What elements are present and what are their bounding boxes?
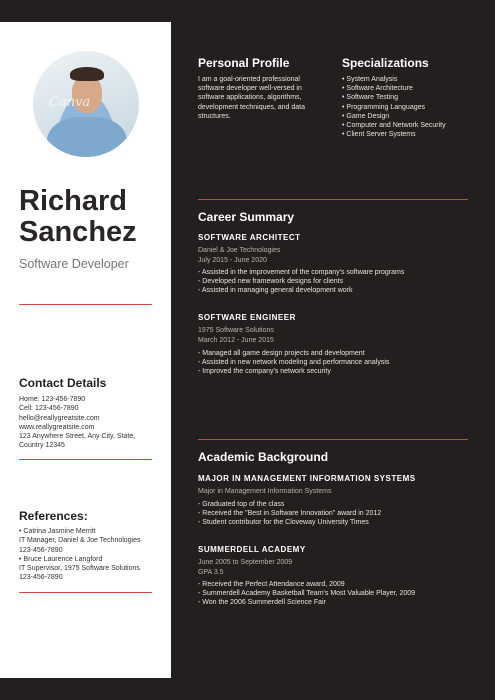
job-title: Software Developer	[19, 257, 129, 271]
candidate-name	[19, 186, 169, 248]
contact-heading: Contact Details	[19, 376, 107, 390]
main-divider-1	[198, 199, 468, 200]
contact-address: 123 Anywhere Street, Any City, State,	[19, 433, 136, 441]
specialization-item: • Computer and Network Security	[342, 122, 446, 130]
references-heading: References:	[19, 509, 88, 523]
reference-line: IT Manager, Daniel & Joe Technologies	[19, 537, 141, 545]
photo-watermark: Canva	[49, 95, 91, 110]
contact-home: Home: 123-456-7890	[19, 396, 86, 403]
sidebar-divider-3	[19, 592, 152, 593]
school-bullet: - Received the "Best in Software Innovation" award in 2012	[198, 510, 382, 518]
job-1-bullets	[198, 268, 478, 296]
contact-country: Country 12345	[19, 442, 65, 450]
job-1-title: SOFTWARE ARCHITECT	[198, 233, 301, 242]
school-2-bullets	[198, 580, 478, 608]
academic-heading: Academic Background	[198, 450, 329, 464]
school-1-meta	[198, 487, 331, 497]
profile-line: development techniques, and data	[198, 103, 306, 111]
contact-email[interactable]: hello@reallygreatsite.com	[19, 414, 100, 422]
profile-line: structures.	[198, 112, 231, 120]
job-2-bullets	[198, 349, 478, 377]
job-2-meta	[198, 326, 274, 346]
career-heading: Career Summary	[198, 210, 295, 224]
name-line-2: Sanchez	[19, 216, 137, 248]
profile-heading: Personal Profile	[198, 56, 290, 70]
specialization-item: • Game Design	[342, 112, 390, 120]
contact-website[interactable]: www.reallygreatsite.com	[19, 423, 95, 431]
job-bullet: - Assisted in managing general development work	[198, 287, 353, 295]
reference-line: 123-456-7890	[19, 546, 63, 554]
job-1-meta	[198, 246, 280, 266]
school-1-major: Major in Management Information Systems	[198, 488, 332, 495]
specializations-list	[342, 75, 446, 139]
reference-line: • Catrina Jasmine Merritt	[19, 528, 96, 535]
job-bullet: - Assisted in the improvement of the company's software programs	[198, 269, 405, 276]
job-2-company: 1975 Software Solutions	[198, 327, 274, 334]
job-2-title: SOFTWARE ENGINEER	[198, 313, 296, 322]
school-2-dates: June 2005 to September 2009	[198, 559, 293, 566]
job-bullet: - Developed new framework designs for clients	[198, 278, 344, 286]
school-1-bullets	[198, 500, 478, 528]
contact-cell: Cell: 123-456-7890	[19, 405, 79, 413]
references-list	[19, 527, 169, 583]
school-2-title: SUMMERDELL ACADEMY	[198, 545, 306, 554]
contact-details	[19, 395, 169, 451]
job-bullet: - Assisted in new network modeling and performance analysis	[198, 359, 390, 367]
job-bullet: - Managed all game design projects and development	[198, 350, 365, 357]
main-divider-2	[198, 439, 468, 440]
photo-hair	[70, 67, 104, 81]
sidebar-divider-1	[19, 304, 152, 305]
school-1-title: MAJOR IN MANAGEMENT INFORMATION SYSTEMS	[198, 474, 416, 483]
job-1-company: Daniel & Joe Technologies	[198, 247, 281, 254]
job-2-dates: March 2012 - June 2015	[198, 337, 274, 344]
school-2-gpa: GPA 3.5	[198, 569, 224, 576]
school-bullet: - Received the Perfect Attendance award, 2009	[198, 581, 345, 588]
school-bullet: - Graduated top of the class	[198, 501, 285, 508]
sidebar-divider-2	[19, 459, 152, 460]
specialization-item: • Software Architecture	[342, 85, 413, 93]
school-bullet: - Summerdell Academy Basketball Team's Most Valuable Player, 2009	[198, 590, 416, 598]
specializations-heading: Specializations	[342, 56, 429, 70]
school-2-meta	[198, 558, 292, 578]
specialization-item: • Software Testing	[342, 94, 399, 102]
profile-text	[198, 75, 333, 121]
profile-line: software applications, algorithms,	[198, 94, 302, 102]
reference-line: 123-456-7890	[19, 574, 63, 582]
job-1-dates: July 2015 - June 2020	[198, 257, 267, 264]
school-bullet: - Won the 2006 Summerdell Science Fair	[198, 599, 326, 607]
profile-photo	[33, 51, 139, 157]
school-bullet: - Student contributor for the Cloveway University Times	[198, 519, 369, 527]
photo-shirt	[47, 117, 127, 157]
profile-line: I am a goal-oriented professional	[198, 76, 300, 83]
name-line-1: Richard	[19, 185, 127, 217]
specialization-item: • Client Server Systems	[342, 131, 416, 139]
specialization-item: • Programming Languages	[342, 103, 425, 111]
job-bullet: - Improved the company's network security	[198, 368, 331, 376]
reference-line: • Bruce Laurence Langford	[19, 555, 103, 563]
reference-line: IT Supervisor, 1975 Software Solutions	[19, 565, 140, 573]
specialization-item: • System Analysis	[342, 76, 398, 83]
profile-line: software developer well-versed in	[198, 85, 302, 93]
